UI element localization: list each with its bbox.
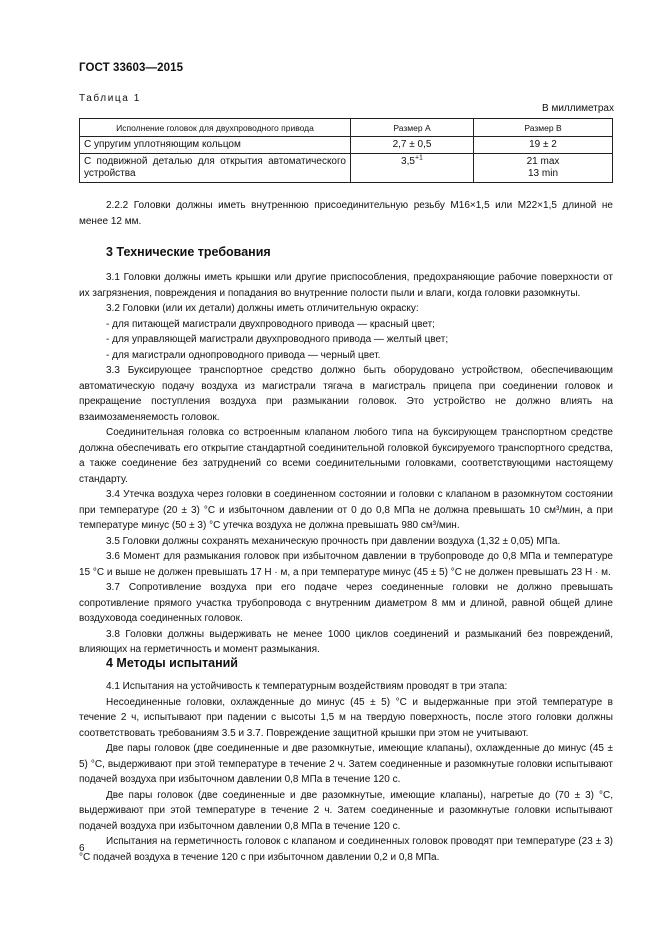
- paragraph: Несоединенные головки, охлажденные до минус (45 ± 5) °С и выдержанные при этой температуре в течение 2 ч, испытывают при падении с высоты 1,5 м на твердую поверхность, после этого головки должны соответствовать требованиям 3.5 и 3.7. Повреждение защитной крышки при этом не учитывают.: [79, 696, 613, 739]
- paragraph: 3.6 Момент для размыкания головок при избыточном давлении в трубопроводе до 0,8 МПа и температуре 15 °С и выше не должен превышать 17 Н · м, а при температуре минус (45 ± 5) °С не должен превышать 23 Н · м.: [79, 551, 613, 578]
- paragraph: 3.4 Утечка воздуха через головки в соединенном состоянии и головки с клапаном в разомкнутом состоянии при температуре (20 ± 3) °С и избыточном давлении от 0 до 0,8 МПа не должна превышать 10 см³/мин, а при температуре минус (50 ± 3) °С утечка воздуха не должна превышать 980 см³/мин.: [79, 489, 613, 531]
- page-number: 6: [79, 843, 85, 854]
- cell-value: 3,5: [401, 156, 415, 167]
- paragraph-block: [79, 198, 613, 229]
- table-cell: [474, 154, 613, 183]
- table-cell: 19 ± 2: [474, 137, 613, 154]
- list-item: - для магистрали однопроводного привода — черный цвет.: [106, 349, 381, 361]
- table-cell: 2,7 ± 0,5: [351, 137, 474, 154]
- table-row: [80, 154, 613, 183]
- section-heading: 3 Технические требования: [106, 245, 271, 259]
- paragraph: 3.3 Буксирующее транспортное средство должно быть оборудовано устройством, обеспечивающим автоматическую подачу воздуха из магистрали тягача в магистраль прицепа при соединении головок и прекращение поступления воздуха при размыкании головок. Это устройство не должно влиять на взаимозаменяемость головок.: [79, 365, 613, 423]
- paragraph: 3.8 Головки должны выдерживать не менее 1000 циклов соединений и размыканий без повреждений, влияющих на герметичность и момент размыкания.: [79, 628, 613, 655]
- paragraph: 3.2 Головки (или их детали) должны иметь отличительную окраску:: [106, 303, 419, 314]
- column-header: Размер А: [351, 119, 474, 137]
- table-header-row: [80, 119, 613, 137]
- paragraph: Испытания на герметичность головок с клапаном и соединенных головок проводят при температуре (23 ± 3) °С подачей воздуха в течение 120 с при избыточном давлении 0,2 и 0,8 МПа.: [79, 836, 613, 863]
- cell-value: 13 min: [527, 168, 558, 179]
- table-row: [80, 137, 613, 154]
- list-item: - для питающей магистрали двухпроводного привода — красный цвет;: [106, 318, 435, 330]
- paragraph: Две пары головок (две соединенные и две разомкнутые, имеющие клапаны), нагретые до (70 ± 3) °С, выдерживают при этой температуре в течение 2 ч. Затем соединенные и разомкнутые головки испытывают подачей воздуха при избыточном давлении 0,8 МПа в течение 120 с.: [79, 789, 613, 832]
- document-header: ГОСТ 33603—2015: [79, 62, 184, 74]
- table-cell: [351, 154, 474, 183]
- section-3-body: [79, 270, 613, 658]
- table-cell: С упругим уплотняющим кольцом: [80, 137, 351, 154]
- column-header: Размер В: [474, 119, 613, 137]
- table-units: В миллиметрах: [542, 103, 614, 114]
- paragraph: 3.7 Сопротивление воздуха при его подаче через соединенные головки не должно превышать сопротивление прямого участка трубопровода с внутренним диаметром 8 мм и длиной, равной общей длине воздуховода соединенных головок.: [79, 582, 613, 624]
- column-header: Исполнение головок для двухпроводного привода: [80, 119, 351, 137]
- dimensions-table: [79, 118, 613, 183]
- table-cell: С подвижной деталью для открытия автоматического устройства: [80, 154, 351, 183]
- table-title: Таблица 1: [79, 93, 141, 104]
- list-item: - для управляющей магистрали двухпроводного привода — желтый цвет;: [106, 334, 449, 345]
- paragraph: Соединительная головка со встроенным клапаном любого типа на буксирующем транспортном средстве должна обеспечивать его открытие стандартной соединительной головкой буксируемого транспортного средства, а также соединение без затруднений со всеми соединительными головками, соответствующими настоящему стандарту.: [79, 427, 613, 485]
- section-heading: 4 Методы испытаний: [106, 656, 238, 670]
- section-4-body: [79, 679, 613, 865]
- paragraph: Две пары головок (две соединенные и две разомкнутые, имеющие клапаны), охлажденные до минус (45 ± 5) °С, выдерживают при этой температуре в течение 2 ч. Затем соединенные и разомкнутые головки испытывают подачей воздуха при избыточном давлении 0,8 МПа в течение 120 с.: [79, 743, 613, 785]
- paragraph: 3.1 Головки должны иметь крышки или другие приспособления, предохраняющие рабочие поверхности от их загрязнения, повреждения и попадания во внутренние полости пыли и влаги, когда головки разомкнуты.: [79, 272, 613, 299]
- paragraph: 3.5 Головки должны сохранять механическую прочность при давлении воздуха (1,32 ± 0,05) МПа.: [106, 535, 561, 547]
- cell-tolerance: +1: [414, 154, 423, 162]
- paragraph: 4.1 Испытания на устойчивость к температурным воздействиям проводят в три этапа:: [106, 681, 508, 692]
- cell-value: 21 max: [526, 156, 560, 167]
- paragraph: 2.2.2 Головки должны иметь внутреннюю присоединительную резьбу М16×1,5 или М22×1,5 длиной не менее 12 мм.: [79, 200, 613, 227]
